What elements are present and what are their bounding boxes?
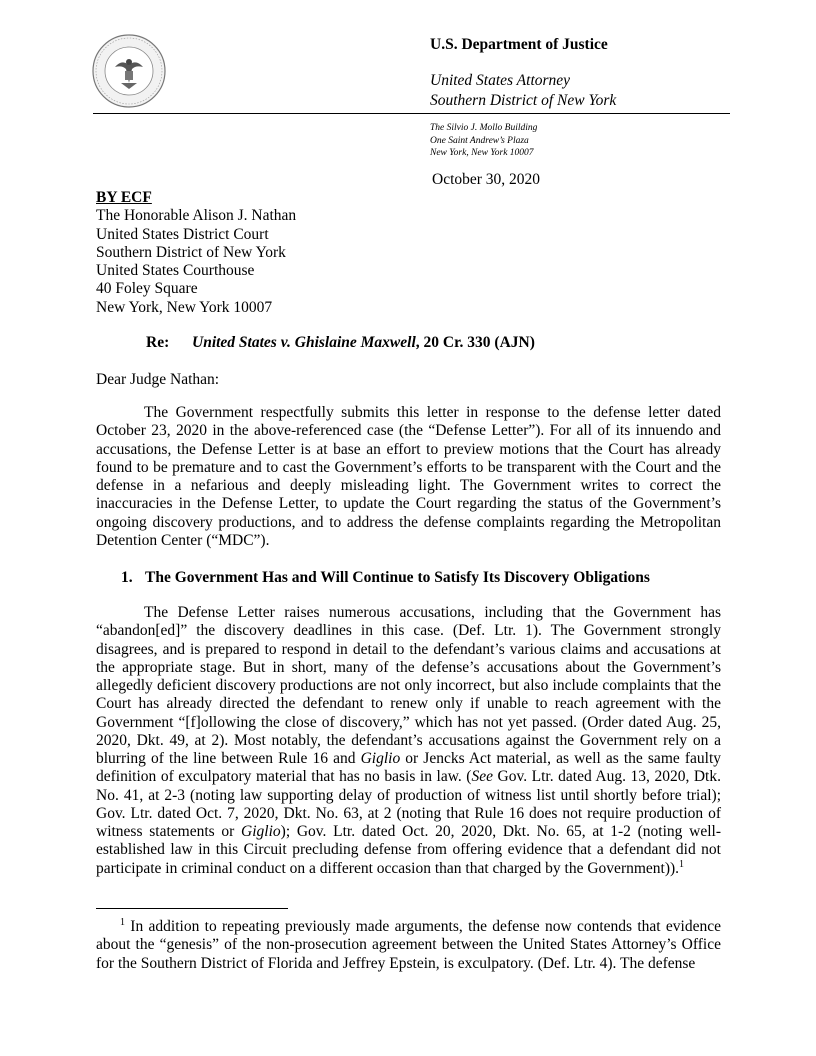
doj-seal-logo	[91, 33, 167, 109]
address-line: One Saint Andrew’s Plaza	[430, 136, 529, 146]
delivery-method: BY ECF	[96, 189, 152, 206]
paragraph-text: The Defense Letter raises numerous accusations, including that the Government has “abandon[ed]” the discovery deadlines in this case. (Def. Ltr. 1). The Government strongly disagrees, and is prepared to respond in detail to the defendant’s various claims and accusations at the appropriate stage. But in short, many of the defense’s accusations about the Government’s allegedly deficient discovery productions are not only incorrect, but also include complaints that the Court has already directed the defendant to renew only if unable to reach agreement with the Government “[f]ollowing the close of discovery,” which has not yet passed. (Order dated Aug. 25, 2020, Dkt. 49, at 2). Most notably, the defendant’s accusations against the Government rely on a blurring of the line between Rule 16 and	[96, 604, 721, 767]
case-name: United States v. Ghislaine Maxwell	[192, 334, 416, 351]
body-paragraph-discovery	[96, 604, 721, 878]
italic-signal: See	[471, 768, 493, 786]
section-heading	[121, 569, 650, 587]
italic-term: Giglio	[360, 750, 401, 767]
footnote-text: In addition to repeating previously made arguments, the defense now contends that evidence about the “genesis” of the non-prosecution agreement between the United States Attorney’s Office for the Southern District of Florida and Jeffrey Epstein, is exculpatory. (Def. Ltr. 4). The defense	[96, 918, 721, 972]
paragraph-text: ); Gov. Ltr. dated Oct. 20, 2020, Dkt. No. 65, at 1-2 (noting well-established law in this Circuit precluding defense from offering evidence that a defendant did not participate in criminal conduct on a different occasion than that charged by the Government)).	[96, 823, 721, 877]
letter-date: October 30, 2020	[432, 171, 541, 188]
recipient-line: New York, New York 10007	[96, 298, 273, 316]
letterhead-divider	[93, 113, 730, 114]
paragraph-text: Gov. Ltr. dated Aug. 13, 2020, Dtk. No. 41, at 2-3 (noting law supporting delay of production of witness list until shortly before trial); Gov. Ltr. dated Oct. 7, 2020, Dkt. No. 63, at 2 (noting that Rule 16 does not require production of witness statements or	[96, 768, 721, 840]
office-title: United States Attorney	[430, 72, 571, 89]
footnote-divider	[96, 908, 288, 909]
recipient-line: Southern District of New York	[96, 243, 286, 261]
re-line	[146, 334, 535, 352]
section-number: 1.	[121, 569, 133, 586]
recipient-block	[96, 189, 296, 317]
case-number: , 20 Cr. 330 (AJN)	[415, 334, 535, 351]
paragraph-text: or Jencks Act material, as well as the same faulty definition of exculpatory material that has no basis in law. (	[96, 750, 721, 786]
re-label: Re:	[146, 334, 170, 351]
address-line: New York, New York 10007	[430, 148, 534, 158]
body-paragraph-intro: The Government respectfully submits this letter in response to the defense letter dated October 23, 2020 in the above-referenced case (the “Defense Letter”). For all of its innuendo and accusations, the Defense Letter is at base an effort to preview motions that the Court has already found to be premature and to cast the Government’s efforts to be transparent with the Court and the defense in a nefarious and deeply misleading light. The Government writes to correct the inaccuracies in the Defense Letter, to update the Court regarding the status of the Government’s ongoing discovery productions, and to address the defense complaints regarding the Metropolitan Detention Center (“MDC”).	[96, 404, 721, 549]
recipient-line: United States District Court	[96, 225, 269, 243]
italic-term: Giglio	[241, 823, 281, 840]
salutation: Dear Judge Nathan:	[96, 371, 220, 388]
recipient-line: United States Courthouse	[96, 262, 255, 280]
recipient-line: 40 Foley Square	[96, 280, 198, 298]
footnote-marker: 1	[120, 916, 125, 928]
footnote-reference: 1	[679, 858, 685, 870]
office-district: Southern District of New York	[430, 92, 617, 109]
department-name: U.S. Department of Justice	[430, 36, 608, 53]
section-title: The Government Has and Will Continue to Satisfy Its Discovery Obligations	[145, 569, 650, 586]
address-line: The Silvio J. Mollo Building	[430, 123, 538, 133]
recipient-line: The Honorable Alison J. Nathan	[96, 207, 297, 225]
footnote	[96, 918, 721, 973]
